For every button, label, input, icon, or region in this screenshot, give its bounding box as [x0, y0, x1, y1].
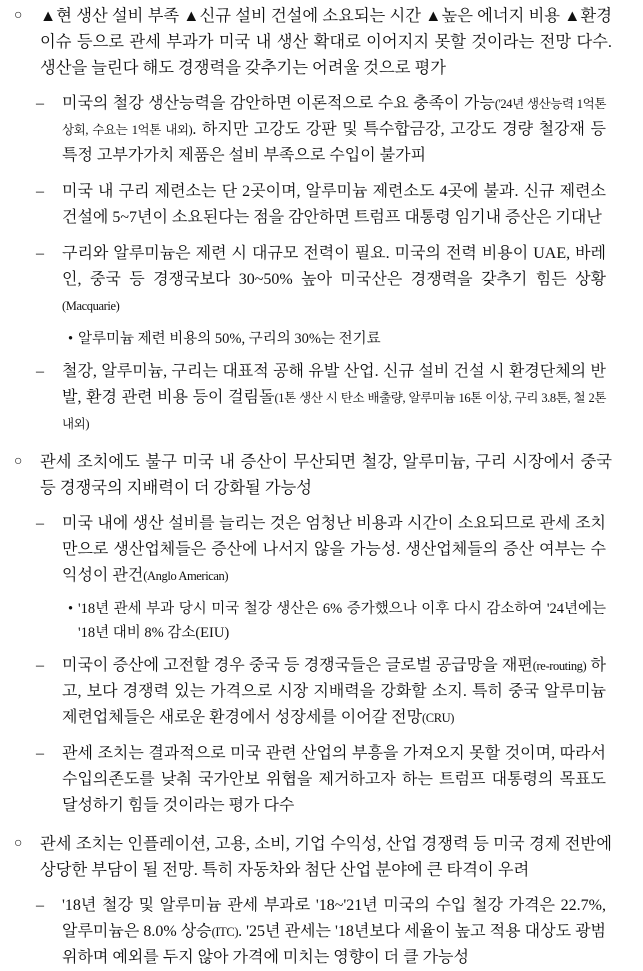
section-text: 관세 조치에도 불구 미국 내 증산이 무산되면 철강, 알루미늄, 구리 시장에서 중국 등 경쟁국의 지배력이 더 강화될 가능성 — [40, 452, 612, 497]
section-1 — [14, 3, 612, 81]
item — [36, 511, 606, 589]
item — [36, 741, 606, 819]
dash-marker: – — [36, 245, 44, 262]
sub-item — [68, 327, 606, 351]
item-note: (CRU) — [422, 711, 455, 725]
dash-marker: – — [36, 745, 44, 762]
item-note: (ITC) — [211, 925, 239, 939]
section-text: ▲현 생산 설비 부족 ▲신규 설비 건설에 소요되는 시간 ▲높은 에너지 비용 ▲환경 이슈 등으로 관세 부과가 미국 내 생산 확대로 이어지지 못할 것이라는 전망 다수. 생산을 늘린다 해도 경쟁력을 갖추기는 어려울 것으로 평가 — [40, 6, 612, 77]
item-note: (re-routing) — [532, 659, 587, 673]
circle-marker: ○ — [14, 836, 23, 851]
dot-marker: • — [68, 331, 74, 347]
item-text: . 하지만 고강도 강판 및 특수합금강, 고강도 경량 철강재 등 특정 고부가가치 제품은 설비 부족으로 수입이 불가피 — [62, 121, 606, 164]
dash-marker: – — [36, 183, 44, 200]
item — [36, 179, 606, 231]
item-text: 미국의 철강 생산능력을 감안하면 이론적으로 수요 충족이 가능 — [62, 95, 495, 112]
item-text: 구리와 알루미늄은 제련 시 대규모 전력이 필요. 미국의 전력 비용이 UAE, 바레인, 중국 등 경쟁국보다 30~50% 높아 미국산은 경쟁력을 갖추기 힘든 상황 — [62, 245, 606, 288]
item-text: 하고, 보다 경쟁력 있는 가격으로 시장 지배력을 강화할 소지. 특히 중국 알루미늄 제련업체들은 새로운 환경에서 성장세를 이어갈 전망 — [62, 657, 606, 726]
item — [36, 241, 606, 319]
item — [36, 91, 606, 169]
item-text: . '25년 관세는 '18년보다 세율이 높고 적용 대상도 광범위하며 예외를 두지 않아 가격에 미치는 영향이 더 클 가능성 — [62, 923, 606, 966]
item-text: 미국이 증산에 고전할 경우 중국 등 경쟁국들은 글로벌 공급망을 재편 — [62, 657, 533, 674]
dash-marker: – — [36, 897, 44, 914]
item-text: 관세 조치는 결과적으로 미국 관련 산업의 부흥을 가져오지 못할 것이며, 따라서 수입의존도를 낮춰 국가안보 위협을 제거하고자 하는 트럼프 대통령의 목표도 달성하기 힘들 것이라는 평가 다수 — [62, 745, 606, 814]
item-note: (Anglo American) — [143, 569, 229, 583]
item-text: 미국 내 구리 제련소는 단 2곳이며, 알루미늄 제련소도 4곳에 불과. 신규 제련소 건설에 5~7년이 소요된다는 점을 감안하면 트럼프 대통령 임기내 증산은 기대난 — [62, 183, 606, 226]
dash-marker: – — [36, 363, 44, 380]
sub-item-text: 알루미늄 제련 비용의 50%, 구리의 30%는 전기료 — [78, 331, 381, 347]
item — [36, 653, 606, 731]
dash-marker: – — [36, 95, 44, 112]
item-text: 미국 내에 생산 설비를 늘리는 것은 엄청난 비용과 시간이 소요되므로 관세 조치만으로 생산업체들은 증산에 나서지 않을 가능성. 생산업체들의 증산 여부는 수익성이 관건 — [62, 515, 606, 584]
item — [36, 893, 606, 971]
dash-marker: – — [36, 657, 44, 674]
section-2 — [14, 449, 612, 501]
dot-marker: • — [68, 601, 74, 617]
section-3 — [14, 831, 612, 883]
dash-marker: – — [36, 515, 44, 532]
item-text: '18년 철강 및 알루미늄 관세 부과로 '18~'21년 미국의 수입 철강 가격은 22.7%, 알루미늄은 8.0% 상승 — [62, 897, 606, 940]
item — [36, 359, 606, 437]
sub-item — [68, 597, 606, 645]
sub-item-text: '18년 관세 부과 당시 미국 철강 생산은 6% 증가했으나 이후 다시 감소하여 '24년에는 '18년 대비 8% 감소(EIU) — [78, 601, 606, 641]
item-note: (1톤 생산 시 탄소 배출량, 알루미늄 16톤 이상, 구리 3.8톤, 철 2톤 내외) — [62, 391, 606, 431]
item-note: (Macquarie) — [62, 299, 120, 313]
item-text: 철강, 알루미늄, 구리는 대표적 공해 유발 산업. 신규 설비 건설 시 환경단체의 반발, 환경 관련 비용 등이 걸림돌 — [62, 363, 606, 406]
section-text: 관세 조치는 인플레이션, 고용, 소비, 기업 수익성, 산업 경쟁력 등 미국 경제 전반에 상당한 부담이 될 전망. 특히 자동차와 첨단 산업 분야에 큰 타격이 우려 — [40, 834, 612, 879]
circle-marker: ○ — [14, 8, 23, 23]
item-note: ('24년 생산능력 1억톤 상회, 수요는 1억톤 내외) — [62, 97, 606, 137]
circle-marker: ○ — [14, 454, 23, 469]
